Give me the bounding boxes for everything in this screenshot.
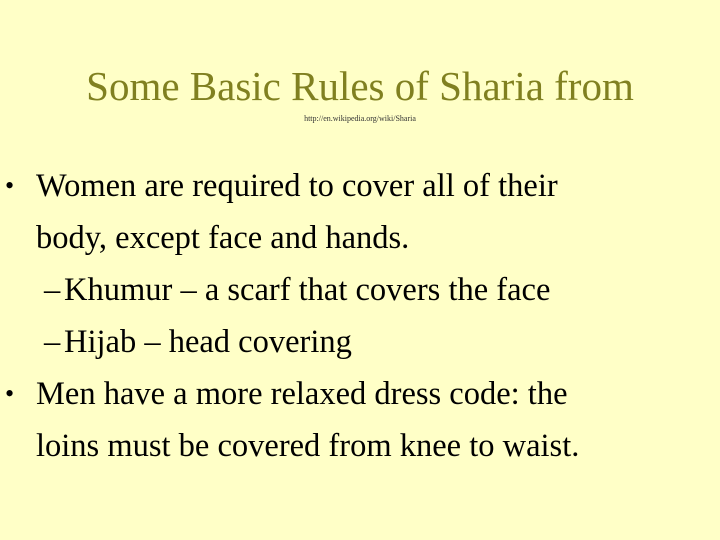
bullet-item-men: [0, 368, 720, 472]
sub-bullet-khumur: [0, 264, 720, 316]
bullet-icon: •: [5, 171, 15, 200]
bullet-text-line: Men have a more relaxed dress code: the: [36, 376, 568, 412]
source-link[interactable]: http://en.wikipedia.org/wiki/Sharia: [304, 114, 416, 123]
bullet-text-line: Women are required to cover all of their: [36, 168, 558, 204]
bullet-item-women: [0, 160, 720, 264]
bullet-text-line: loins must be covered from knee to waist.: [36, 428, 580, 464]
slide-title: Some Basic Rules of Sharia from: [86, 63, 634, 109]
bullet-list: [0, 160, 720, 472]
sub-bullet-text: Hijab – head covering: [64, 324, 352, 360]
dash-icon: –: [44, 272, 61, 308]
bullet-text-line: body, except face and hands.: [36, 220, 410, 256]
sub-bullet-text: Khumur – a scarf that covers the face: [64, 272, 551, 308]
bullet-icon: •: [5, 379, 15, 408]
sub-bullet-hijab: [0, 316, 720, 368]
dash-icon: –: [44, 324, 61, 360]
